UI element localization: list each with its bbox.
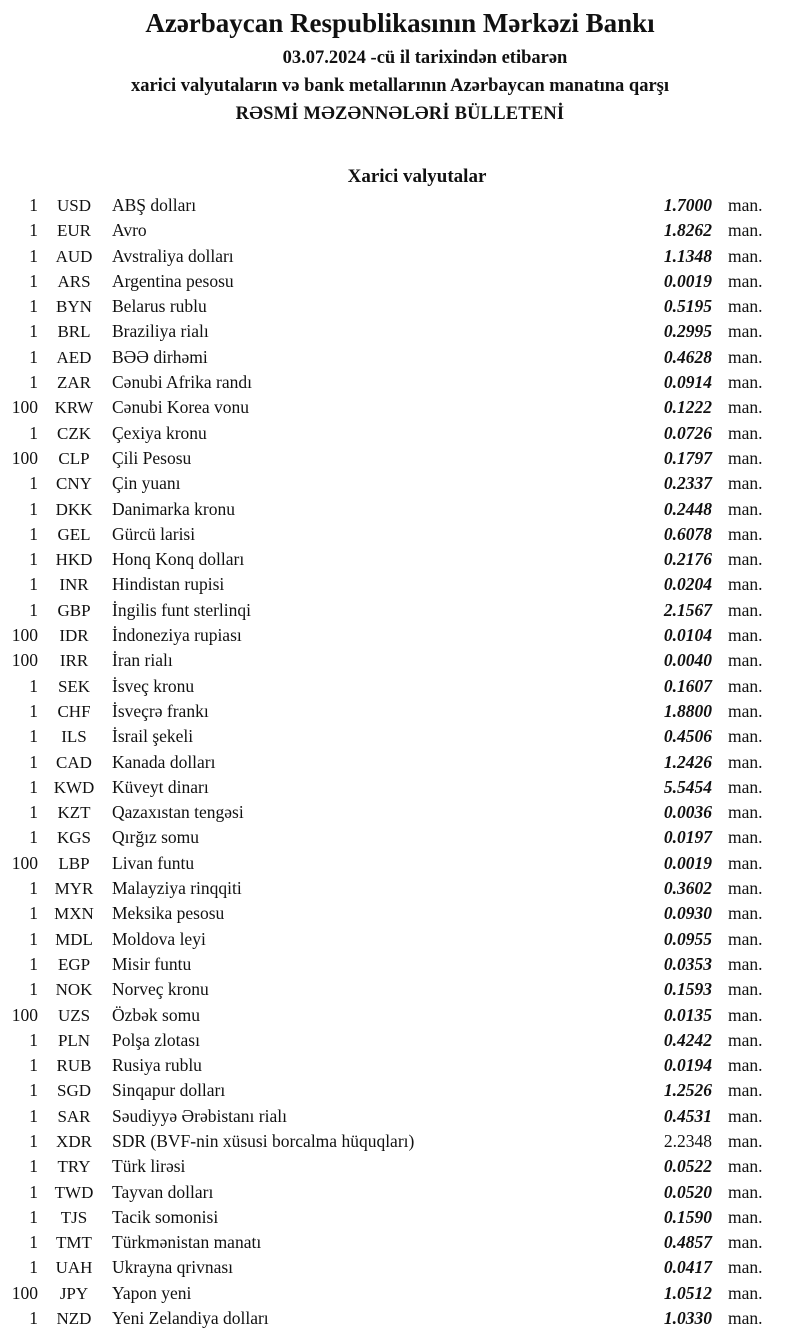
- table-row: [0, 1306, 774, 1331]
- currency-code-cell: LBP: [58, 853, 90, 873]
- currency-name-cell: İndoneziya rupiası: [112, 625, 242, 646]
- quantity-cell: 1: [29, 220, 38, 241]
- table-row: [0, 952, 774, 977]
- currency-code-cell: ARS: [57, 271, 91, 291]
- currency-name-cell: Tayvan dolları: [112, 1181, 214, 1202]
- unit-cell: man.: [728, 1156, 763, 1177]
- currency-name-cell: İngilis funt sterlinqi: [112, 599, 252, 620]
- unit-cell: man.: [728, 751, 763, 772]
- rate-cell: 5.5454: [663, 776, 712, 797]
- currency-name-cell: Moldova leyi: [112, 928, 206, 949]
- quantity-cell: 1: [29, 574, 38, 595]
- rate-cell: 0.0135: [663, 1004, 712, 1025]
- currency-code-cell: JPY: [59, 1283, 89, 1303]
- table-row: [0, 724, 774, 749]
- unit-cell: man.: [728, 776, 763, 797]
- rate-cell: 0.0914: [663, 372, 712, 393]
- unit-cell: man.: [728, 1055, 763, 1076]
- quantity-cell: 1: [29, 802, 38, 823]
- table-row: [0, 1154, 774, 1179]
- currency-code-cell: TWD: [54, 1182, 94, 1202]
- unit-cell: man.: [728, 1181, 763, 1202]
- currency-code-cell: USD: [56, 196, 91, 215]
- unit-cell: man.: [728, 1130, 763, 1151]
- quantity-cell: 1: [29, 321, 38, 342]
- unit-cell: man.: [728, 296, 763, 317]
- rate-cell: 0.0520: [663, 1181, 712, 1202]
- currency-code-cell: BYN: [56, 297, 92, 317]
- unit-cell: man.: [728, 397, 763, 418]
- quantity-cell: 1: [29, 245, 38, 266]
- currency-code-cell: TJS: [60, 1207, 88, 1227]
- rate-cell: 0.3602: [663, 878, 712, 899]
- currency-code-cell: IRR: [59, 651, 89, 671]
- currency-code-cell: GEL: [57, 524, 91, 544]
- currency-name-cell: Misir funtu: [112, 953, 192, 974]
- currency-code-cell: SEK: [57, 676, 91, 696]
- rate-cell: 1.0512: [663, 1282, 712, 1303]
- currency-code-cell: PLN: [57, 1030, 91, 1050]
- table-row: [0, 977, 774, 1002]
- rate-cell: 0.0019: [663, 852, 712, 873]
- quantity-cell: 100: [11, 447, 38, 468]
- quantity-cell: 100: [11, 625, 38, 646]
- section-title-foreign-currencies: Xarici valyutalar: [347, 166, 487, 187]
- currency-code-cell: BRL: [57, 322, 91, 342]
- unit-cell: man.: [728, 827, 763, 848]
- rate-cell: 0.2176: [663, 549, 712, 570]
- quantity-cell: 100: [11, 1004, 38, 1025]
- currency-name-cell: Yeni Zelandiya dolları: [112, 1308, 269, 1329]
- quantity-cell: 1: [29, 1055, 38, 1076]
- rate-cell: 0.0726: [663, 422, 712, 443]
- table-row: [0, 1281, 774, 1306]
- table-row: [0, 294, 774, 319]
- rate-cell: 2.2348: [663, 1130, 712, 1151]
- currency-name-cell: Səudiyyə Ərəbistanı rialı: [112, 1105, 287, 1126]
- rate-cell: 0.2448: [663, 498, 712, 519]
- unit-cell: man.: [728, 574, 763, 595]
- unit-cell: man.: [728, 675, 763, 696]
- rate-cell: 1.7000: [663, 195, 712, 215]
- rate-cell: 0.0197: [663, 827, 712, 848]
- unit-cell: man.: [728, 1308, 763, 1329]
- currency-name-cell: Danimarka kronu: [112, 498, 235, 519]
- unit-cell: man.: [728, 220, 763, 241]
- table-row: [0, 471, 774, 496]
- currency-code-cell: HKD: [55, 550, 93, 570]
- quantity-cell: 1: [29, 700, 38, 721]
- quantity-cell: 1: [29, 1257, 38, 1278]
- table-row: [0, 218, 774, 243]
- currency-name-cell: Livan funtu: [112, 852, 195, 873]
- currency-name-cell: Norveç kronu: [112, 979, 209, 1000]
- currency-code-cell: AUD: [55, 246, 93, 266]
- currency-code-cell: NOK: [55, 980, 93, 1000]
- rate-cell: 0.2995: [663, 321, 712, 342]
- rate-cell: 0.0930: [663, 903, 712, 924]
- quantity-cell: 100: [11, 852, 38, 873]
- table-row: [0, 750, 774, 775]
- unit-cell: man.: [728, 1232, 763, 1253]
- currency-name-cell: İsveç kronu: [112, 675, 195, 696]
- table-row: [0, 446, 774, 471]
- rate-cell: 0.0019: [663, 270, 712, 291]
- rates-table: [0, 193, 800, 1331]
- currency-name-cell: ABŞ dolları: [112, 195, 197, 215]
- table-row: [0, 598, 774, 623]
- currency-name-cell: Braziliya rialı: [112, 321, 209, 342]
- currency-name-cell: Qırğız somu: [112, 827, 200, 848]
- table-row: [0, 800, 774, 825]
- rate-cell: 1.2526: [663, 1080, 712, 1101]
- rate-cell: 0.0522: [663, 1156, 712, 1177]
- currency-name-cell: Tacik somonisi: [112, 1206, 219, 1227]
- unit-cell: man.: [728, 498, 763, 519]
- quantity-cell: 1: [29, 751, 38, 772]
- currency-name-cell: Cənubi Korea vonu: [112, 397, 250, 418]
- currency-code-cell: CZK: [57, 423, 91, 443]
- currency-name-cell: Çili Pesosu: [112, 447, 192, 468]
- rate-cell: 1.0330: [663, 1308, 712, 1329]
- currency-code-cell: KWD: [53, 777, 95, 797]
- quantity-cell: 1: [29, 498, 38, 519]
- unit-cell: man.: [728, 422, 763, 443]
- table-row: [0, 1230, 774, 1255]
- currency-name-cell: Türk lirəsi: [112, 1156, 186, 1177]
- currency-code-cell: KZT: [57, 803, 91, 823]
- rate-cell: 0.6078: [663, 523, 712, 544]
- quantity-cell: 1: [29, 296, 38, 317]
- unit-cell: man.: [728, 346, 763, 367]
- table-row: [0, 421, 774, 446]
- currency-code-cell: ZAR: [57, 373, 91, 393]
- table-row: [0, 674, 774, 699]
- table-row: [0, 1003, 774, 1028]
- currency-name-cell: Çin yuanı: [112, 473, 181, 494]
- currency-code-cell: CLP: [58, 448, 90, 468]
- currency-code-cell: DKK: [55, 499, 93, 519]
- unit-cell: man.: [728, 953, 763, 974]
- table-row: [0, 1205, 774, 1230]
- bank-title: Azərbaycan Respublikasının Mərkəzi Bankı: [145, 8, 655, 38]
- table-row: [0, 851, 774, 876]
- quantity-cell: 1: [29, 473, 38, 494]
- table-row: [0, 370, 774, 395]
- currency-name-cell: Qazaxıstan tengəsi: [112, 802, 244, 823]
- table-row: [0, 927, 774, 952]
- currency-name-cell: Cənubi Afrika randı: [112, 372, 252, 393]
- unit-cell: man.: [728, 650, 763, 671]
- quantity-cell: 1: [29, 1105, 38, 1126]
- currency-code-cell: TMT: [56, 1233, 92, 1253]
- currency-name-cell: Gürcü larisi: [112, 523, 196, 544]
- unit-cell: man.: [728, 903, 763, 924]
- table-row: [0, 1180, 774, 1205]
- quantity-cell: 1: [29, 1181, 38, 1202]
- table-row: [0, 345, 774, 370]
- unit-cell: man.: [728, 1029, 763, 1050]
- rate-cell: 0.4531: [663, 1105, 712, 1126]
- quantity-cell: 1: [29, 979, 38, 1000]
- quantity-cell: 1: [29, 372, 38, 393]
- currency-code-cell: EGP: [57, 954, 91, 974]
- currency-name-cell: Yapon yeni: [112, 1282, 192, 1303]
- currency-code-cell: MXN: [54, 904, 94, 924]
- currency-code-cell: KGS: [56, 828, 91, 848]
- unit-cell: man.: [728, 979, 763, 1000]
- quantity-cell: 1: [29, 878, 38, 899]
- table-row: [0, 193, 774, 218]
- currency-name-cell: Özbək somu: [112, 1004, 200, 1025]
- currency-name-cell: Hindistan rupisi: [112, 574, 225, 595]
- table-row: [0, 699, 774, 724]
- unit-cell: man.: [728, 245, 763, 266]
- rate-cell: 0.5195: [663, 296, 712, 317]
- table-row: [0, 901, 774, 926]
- rate-cell: 0.0104: [663, 625, 712, 646]
- currency-name-cell: Avstraliya dolları: [112, 245, 234, 266]
- currency-code-cell: XDR: [56, 1131, 92, 1151]
- currency-code-cell: IDR: [59, 626, 89, 646]
- quantity-cell: 1: [29, 675, 38, 696]
- rate-cell: 0.1607: [663, 675, 712, 696]
- unit-cell: man.: [728, 321, 763, 342]
- quantity-cell: 1: [29, 928, 38, 949]
- quantity-cell: 1: [29, 1130, 38, 1151]
- currency-name-cell: Honq Konq dolları: [112, 549, 245, 570]
- rate-cell: 0.4506: [663, 726, 712, 747]
- table-row: [0, 319, 774, 344]
- currency-code-cell: KRW: [54, 398, 94, 418]
- unit-cell: man.: [728, 599, 763, 620]
- currency-code-cell: TRY: [57, 1157, 91, 1177]
- currency-name-cell: İsveçrə frankı: [112, 700, 209, 721]
- currency-code-cell: CNY: [56, 474, 92, 494]
- unit-cell: man.: [728, 447, 763, 468]
- currency-code-cell: INR: [59, 575, 89, 595]
- table-row: [0, 522, 774, 547]
- quantity-cell: 1: [29, 422, 38, 443]
- unit-cell: man.: [728, 523, 763, 544]
- rate-cell: 0.0194: [663, 1055, 712, 1076]
- rate-cell: 0.1590: [663, 1206, 712, 1227]
- unit-cell: man.: [728, 1080, 763, 1101]
- effective-date-line: 03.07.2024 -cü il tarixindən etibarən: [282, 48, 568, 68]
- table-row: [0, 1078, 774, 1103]
- currency-code-cell: GBP: [57, 600, 91, 620]
- rate-cell: 2.1567: [663, 599, 712, 620]
- table-row: [0, 547, 774, 572]
- quantity-cell: 100: [11, 397, 38, 418]
- rate-cell: 0.4628: [663, 346, 712, 367]
- rate-cell: 0.2337: [663, 473, 712, 494]
- unit-cell: man.: [728, 549, 763, 570]
- table-row: [0, 648, 774, 673]
- currency-name-cell: İsrail şekeli: [112, 726, 194, 747]
- currency-name-cell: Çexiya kronu: [112, 422, 207, 443]
- table-row: [0, 876, 774, 901]
- rate-cell: 0.0204: [663, 574, 712, 595]
- quantity-cell: 1: [29, 1206, 38, 1227]
- unit-cell: man.: [728, 372, 763, 393]
- quantity-cell: 1: [29, 549, 38, 570]
- quantity-cell: 1: [29, 776, 38, 797]
- rate-cell: 0.1593: [663, 979, 712, 1000]
- rate-cell: 0.1222: [663, 397, 712, 418]
- currency-name-cell: BƏƏ dirhəmi: [112, 346, 208, 367]
- rate-cell: 0.0417: [663, 1257, 712, 1278]
- unit-cell: man.: [728, 473, 763, 494]
- rate-cell: 0.0955: [663, 928, 712, 949]
- unit-cell: man.: [728, 700, 763, 721]
- currency-code-cell: CAD: [56, 752, 92, 772]
- unit-cell: man.: [728, 726, 763, 747]
- table-row: [0, 572, 774, 597]
- currency-name-cell: Ukrayna qrivnası: [112, 1257, 234, 1278]
- currency-code-cell: RUB: [56, 1056, 92, 1076]
- quantity-cell: 1: [29, 523, 38, 544]
- quantity-cell: 1: [29, 195, 38, 215]
- rate-cell: 0.0353: [663, 953, 712, 974]
- rate-cell: 0.1797: [663, 447, 712, 468]
- currency-name-cell: Avro: [112, 220, 147, 241]
- unit-cell: man.: [728, 1257, 763, 1278]
- currency-name-cell: Kanada dolları: [112, 751, 216, 772]
- table-row: [0, 269, 774, 294]
- table-row: [0, 244, 774, 269]
- subject-line: xarici valyutaların və bank metallarının Azərbaycan manatına qarşı: [130, 76, 670, 96]
- quantity-cell: 1: [29, 1232, 38, 1253]
- currency-name-cell: Küveyt dinarı: [112, 776, 209, 797]
- unit-cell: man.: [728, 625, 763, 646]
- quantity-cell: 1: [29, 346, 38, 367]
- currency-code-cell: CHF: [57, 701, 91, 721]
- table-row: [0, 1053, 774, 1078]
- currency-name-cell: Argentina pesosu: [112, 270, 234, 291]
- currency-name-cell: SDR (BVF-nin xüsusi borcalma hüquqları): [112, 1130, 415, 1151]
- rate-cell: 1.1348: [663, 245, 712, 266]
- currency-name-cell: Meksika pesosu: [112, 903, 225, 924]
- rate-cell: 1.2426: [663, 751, 712, 772]
- currency-name-cell: Sinqapur dolları: [112, 1080, 226, 1101]
- quantity-cell: 1: [29, 726, 38, 747]
- bulletin-header: [0, 0, 800, 128]
- currency-name-cell: Rusiya rublu: [112, 1055, 202, 1076]
- currency-code-cell: MDL: [55, 929, 93, 949]
- currency-name-cell: Türkmənistan manatı: [112, 1232, 262, 1253]
- quantity-cell: 100: [11, 650, 38, 671]
- quantity-cell: 1: [29, 953, 38, 974]
- currency-code-cell: NZD: [56, 1309, 92, 1329]
- rate-cell: 0.0036: [663, 802, 712, 823]
- unit-cell: man.: [728, 802, 763, 823]
- quantity-cell: 1: [29, 1080, 38, 1101]
- table-row: [0, 623, 774, 648]
- table-row: [0, 1129, 774, 1154]
- currency-code-cell: UZS: [57, 1005, 91, 1025]
- bulletin-title: RƏSMİ MƏZƏNNƏLƏRİ BÜLLETENİ: [235, 104, 565, 124]
- rate-cell: 1.8800: [663, 700, 712, 721]
- quantity-cell: 1: [29, 270, 38, 291]
- rate-cell: 0.4857: [663, 1232, 712, 1253]
- unit-cell: man.: [728, 270, 763, 291]
- currency-name-cell: Malayziya rinqqiti: [112, 878, 242, 899]
- currency-code-cell: UAH: [55, 1258, 93, 1278]
- quantity-cell: 1: [29, 1156, 38, 1177]
- quantity-cell: 1: [29, 827, 38, 848]
- table-row: [0, 825, 774, 850]
- currency-code-cell: SAR: [57, 1106, 91, 1126]
- unit-cell: man.: [728, 1105, 763, 1126]
- currency-name-cell: İran rialı: [112, 650, 173, 671]
- currency-code-cell: EUR: [57, 221, 91, 241]
- currency-name-cell: Belarus rublu: [112, 296, 207, 317]
- unit-cell: man.: [728, 1282, 763, 1303]
- table-row: [0, 1028, 774, 1053]
- rate-cell: 0.4242: [663, 1029, 712, 1050]
- unit-cell: man.: [728, 1004, 763, 1025]
- table-row: [0, 497, 774, 522]
- quantity-cell: 1: [29, 599, 38, 620]
- currency-code-cell: AED: [56, 347, 92, 367]
- quantity-cell: 1: [29, 1029, 38, 1050]
- currency-name-cell: Polşa zlotası: [112, 1029, 200, 1050]
- unit-cell: man.: [728, 195, 763, 215]
- currency-code-cell: ILS: [61, 727, 87, 747]
- unit-cell: man.: [728, 1206, 763, 1227]
- table-row: [0, 775, 774, 800]
- rate-cell: 1.8262: [663, 220, 712, 241]
- rate-cell: 0.0040: [663, 650, 712, 671]
- unit-cell: man.: [728, 878, 763, 899]
- table-row: [0, 395, 774, 420]
- unit-cell: man.: [728, 852, 763, 873]
- table-row: [0, 1255, 774, 1280]
- table-row: [0, 1104, 774, 1129]
- currency-code-cell: SGD: [56, 1081, 91, 1101]
- quantity-cell: 100: [11, 1282, 38, 1303]
- unit-cell: man.: [728, 928, 763, 949]
- currency-code-cell: MYR: [54, 879, 94, 899]
- quantity-cell: 1: [29, 1308, 38, 1329]
- quantity-cell: 1: [29, 903, 38, 924]
